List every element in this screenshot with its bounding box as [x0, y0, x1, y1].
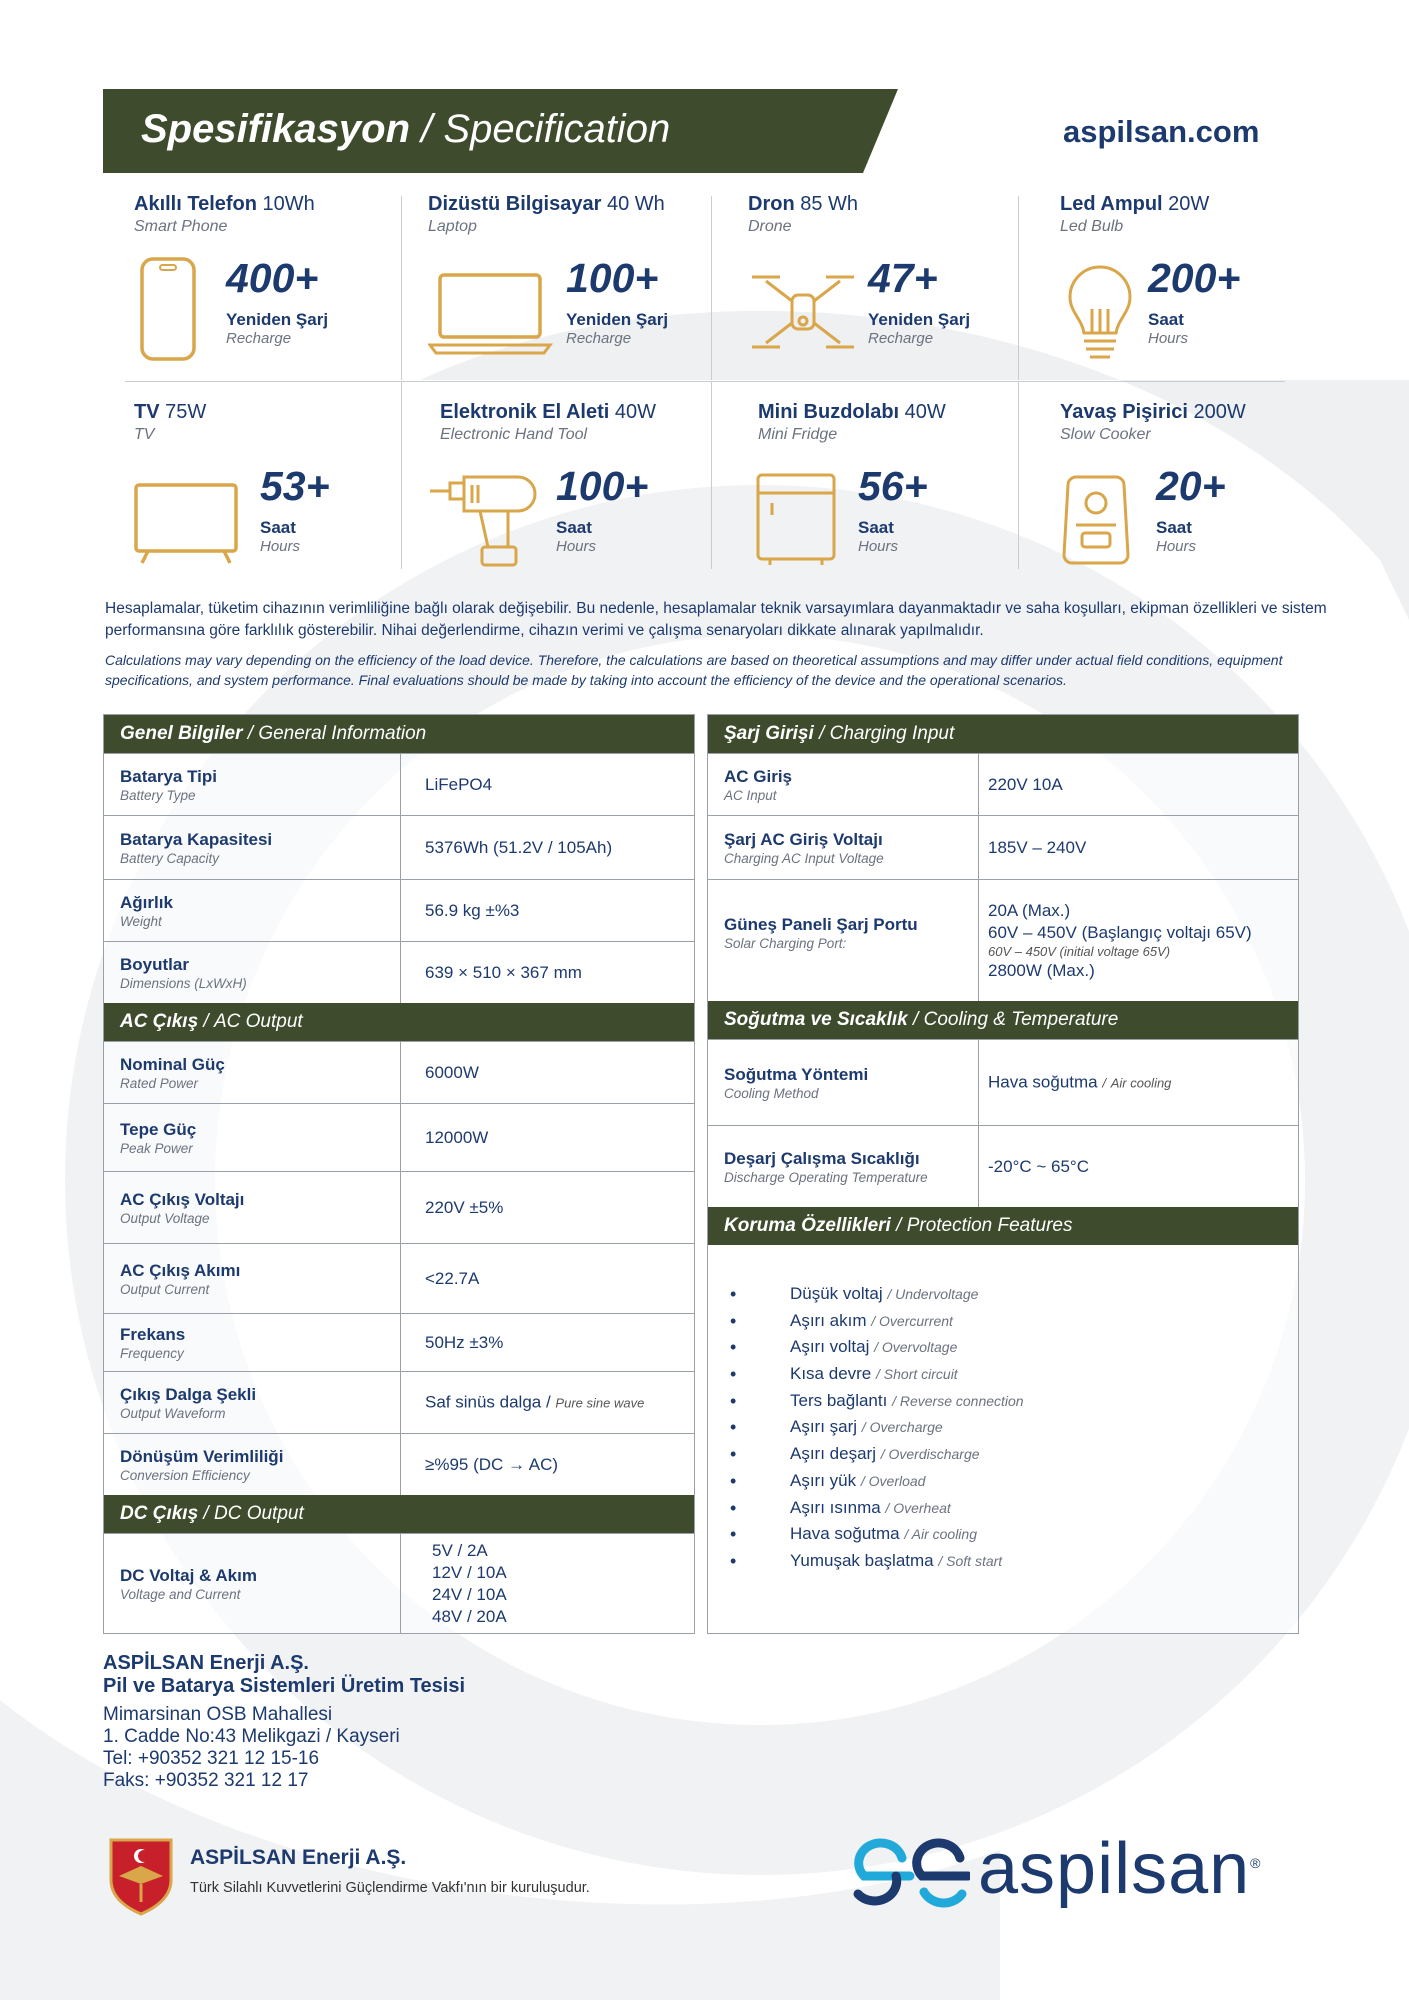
device-card-smartphone — [134, 193, 424, 393]
spec-row: Nominal Güç Rated Power 6000W — [104, 1041, 694, 1103]
device-unit: Yeniden Şarj — [566, 310, 669, 329]
spec-value: 185V – 240V — [988, 837, 1087, 857]
device-card-laptop — [428, 193, 718, 393]
list-item: • Aşırı şarj / Overcharge — [730, 1414, 1024, 1441]
device-name: Akıllı Telefon 10Wh — [134, 193, 315, 215]
device-card-led-bulb — [1060, 193, 1350, 393]
device-value: 53+ — [260, 463, 330, 509]
foundation-emblem-icon — [107, 1836, 175, 1916]
spec-value-list: 20A (Max.) 60V – 450V (Başlangıç voltajı 65V) 60V – 450V (initial voltage 65V) 2800W (Max.) — [988, 900, 1252, 980]
device-unit: Yeniden Şarj — [226, 310, 329, 329]
footer-tagline: Türk Silahlı Kuvvetlerini Güçlendirme Vakfı'nın bir kuruluşudur. — [190, 1880, 590, 1896]
protection-list — [730, 1281, 1024, 1575]
device-card-tv — [134, 401, 424, 601]
spec-row: Boyutlar Dimensions (LxWxH) 639 × 510 × 367 mm — [104, 941, 694, 1003]
device-name: Mini Buzdolabı 40W — [758, 401, 946, 423]
drone-icon — [748, 257, 858, 367]
device-unit-en: Hours — [260, 538, 301, 555]
drill-icon — [428, 465, 538, 575]
spec-row: DC Voltaj & Akım Voltage and Current 5V / 2A 12V / 10A 24V / 10A 48V / 20A — [104, 1533, 694, 1634]
section-header-cooling: Soğutma ve Sıcaklık / Cooling & Temperature — [708, 1001, 1298, 1039]
brand-wordmark: aspilsan® — [978, 1829, 1262, 1909]
device-name-en: Slow Cooker — [1060, 426, 1151, 443]
spec-row: Deşarj Çalışma Sıcaklığı Discharge Operating Temperature -20°C ~ 65°C — [708, 1125, 1298, 1207]
spec-row: Dönüşüm Verimliliği Conversion Efficiency ≥%95 (DC → AC) — [104, 1433, 694, 1495]
device-name-en: Electronic Hand Tool — [440, 426, 588, 443]
spec-value: <22.7A — [425, 1268, 480, 1288]
device-card-hand-tool — [440, 401, 730, 601]
spec-row: Çıkış Dalga Şekli Output Waveform Saf sinüs dalga / Pure sine wave — [104, 1371, 694, 1433]
device-name: Dron 85 Wh — [748, 193, 859, 215]
device-value: 47+ — [868, 255, 938, 301]
page-title: Spesifikasyon / Specification — [141, 107, 671, 151]
device-name-en: Drone — [748, 218, 792, 235]
spec-value: 5376Wh (51.2V / 105Ah) — [425, 837, 613, 857]
device-card-slow-cooker — [1060, 401, 1350, 601]
list-item: • Ters bağlantı / Reverse connection — [730, 1388, 1024, 1415]
device-card-mini-fridge — [758, 401, 1048, 601]
spec-value: 12000W — [425, 1127, 489, 1147]
spec-value: 56.9 kg ±%3 — [425, 900, 520, 920]
device-unit: Saat — [556, 518, 592, 537]
device-value: 20+ — [1156, 463, 1226, 509]
spec-value-list: 5V / 2A 12V / 10A 24V / 10A 48V / 20A — [432, 1541, 507, 1626]
device-name: Led Ampul 20W — [1060, 193, 1210, 215]
list-item: • Yumuşak başlatma / Soft start — [730, 1548, 1024, 1575]
spec-value: 220V 10A — [988, 774, 1063, 794]
spec-row: AC Giriş AC Input 220V 10A — [708, 753, 1298, 815]
device-unit-en: Recharge — [566, 330, 632, 347]
list-item: • Aşırı yük / Overload — [730, 1468, 1024, 1495]
device-unit-en: Hours — [1156, 538, 1197, 555]
device-value: 400+ — [226, 255, 319, 301]
spec-row: Frekans Frequency 50Hz ±3% — [104, 1313, 694, 1371]
spec-table-left — [103, 714, 695, 1634]
company-address: ASPİLSAN Enerji A.Ş. Pil ve Batarya Sistemleri Üretim Tesisi Mimarsinan OSB Mahallesi 1. Cadde No:43 Melikgazi / Kayseri Tel: +90352 321 12 15-16 Faks: +90352 321 12 17 — [103, 1652, 466, 1791]
device-name-en: Mini Fridge — [758, 426, 838, 443]
device-unit: Saat — [1156, 518, 1192, 537]
spec-value: 639 × 510 × 367 mm — [425, 962, 582, 982]
spec-row: AC Çıkış Voltajı Output Voltage 220V ±5% — [104, 1171, 694, 1243]
device-name-en: Smart Phone — [134, 218, 228, 235]
spec-row: Ağırlık Weight 56.9 kg ±%3 — [104, 879, 694, 941]
device-value: 200+ — [1148, 255, 1241, 301]
aspilsan-logo-icon — [850, 1836, 970, 1916]
spec-row: AC Çıkış Akımı Output Current <22.7A — [104, 1243, 694, 1313]
device-unit-en: Hours — [556, 538, 597, 555]
spec-row: Soğutma Yöntemi Cooling Method Hava soğutma / Air cooling — [708, 1039, 1298, 1125]
disclaimer-tr: Hesaplamalar, tüketim cihazının verimliliğine bağlı olarak değişebilir. Bu nedenle, hesaplamalar teknik varsayımlara dayanmaktadır ve saha koşulları, ekipman özellikleri ve sistem performansına göre farklılık gösterebilir. Nihai değerlendirme, cihazın verimi ve çalışma senaryoları dikkate alınarak yapılmalıdır. — [105, 600, 1327, 639]
spec-value: LiFePO4 — [425, 774, 493, 794]
device-card-drone — [748, 193, 1038, 393]
device-unit-en: Hours — [1148, 330, 1189, 347]
device-value: 100+ — [556, 463, 649, 509]
spec-table-right — [707, 714, 1299, 1634]
spec-row: Şarj AC Giriş Voltajı Charging AC Input Voltage 185V – 240V — [708, 815, 1298, 879]
section-header-charging: Şarj Girişi / Charging Input — [708, 715, 1298, 753]
device-value: 56+ — [858, 463, 928, 509]
device-name: Dizüstü Bilgisayar 40 Wh — [428, 193, 665, 215]
tv-icon — [134, 465, 244, 575]
list-item: • Kısa devre / Short circuit — [730, 1361, 1024, 1388]
spec-row: Batarya Kapasitesi Battery Capacity 5376Wh (51.2V / 105Ah) — [104, 815, 694, 879]
spec-row: Batarya Tipi Battery Type LiFePO4 — [104, 753, 694, 815]
spec-value: 6000W — [425, 1062, 479, 1082]
spec-row: Güneş Paneli Şarj Portu Solar Charging Port: 20A (Max.) 60V – 450V (Başlangıç voltajı 65V) 60V – 450V (initial voltage 65V) 2800W (Max.) — [708, 879, 1298, 1001]
list-item: • Aşırı ısınma / Overheat — [730, 1495, 1024, 1522]
spec-value: 220V ±5% — [425, 1197, 504, 1217]
fridge-icon — [756, 465, 866, 575]
device-unit: Saat — [858, 518, 894, 537]
device-name-en: TV — [134, 426, 155, 443]
list-item: • Aşırı voltaj / Overvoltage — [730, 1334, 1024, 1361]
device-name-en: Laptop — [428, 218, 477, 235]
device-name: Yavaş Pişirici 200W — [1060, 401, 1246, 423]
spec-value: ≥%95 (DC → AC) — [425, 1454, 559, 1474]
footer-company: ASPİLSAN Enerji A.Ş. — [190, 1846, 407, 1869]
laptop-icon — [428, 257, 558, 367]
section-header-dc-output: DC Çıkış / DC Output — [104, 1495, 694, 1533]
spec-row: Tepe Güç Peak Power 12000W — [104, 1103, 694, 1171]
spec-value: Hava soğutma / Air cooling — [988, 1072, 1172, 1091]
section-header-protection: Koruma Özellikleri / Protection Features — [708, 1207, 1298, 1245]
device-value: 100+ — [566, 255, 659, 301]
website-link[interactable]: aspilsan.com — [1063, 114, 1260, 149]
device-name: Elektronik El Aleti 40W — [440, 401, 656, 423]
section-header-ac-output: AC Çıkış / AC Output — [104, 1003, 694, 1041]
spec-value: Saf sinüs dalga / Pure sine wave — [425, 1392, 645, 1411]
device-name: TV 75W — [134, 401, 207, 423]
device-unit: Saat — [1148, 310, 1184, 329]
device-unit-en: Recharge — [226, 330, 292, 347]
device-unit: Saat — [260, 518, 296, 537]
spec-value: -20°C ~ 65°C — [988, 1156, 1090, 1176]
list-item: • Aşırı deşarj / Overdischarge — [730, 1441, 1024, 1468]
disclaimer-en: Calculations may vary depending on the efficiency of the load device. Therefore, the calculations are based on theoretical assumptions and may differ under actual field conditions, equipment specifications, and system performance. Final evaluations should be made by taking into account the efficiency of the device and the operational scenarios. — [105, 652, 1283, 688]
device-unit-en: Recharge — [868, 330, 934, 347]
section-header-general: Genel Bilgiler / General Information — [104, 715, 694, 753]
device-unit-en: Hours — [858, 538, 899, 555]
list-item: • Aşırı akım / Overcurrent — [730, 1308, 1024, 1335]
header-banner — [103, 89, 898, 173]
spec-value: 50Hz ±3% — [425, 1332, 504, 1352]
device-name-en: Led Bulb — [1060, 218, 1124, 235]
device-unit: Yeniden Şarj — [868, 310, 971, 329]
list-item: • Hava soğutma / Air cooling — [730, 1521, 1024, 1548]
list-item: • Düşük voltaj / Undervoltage — [730, 1281, 1024, 1308]
